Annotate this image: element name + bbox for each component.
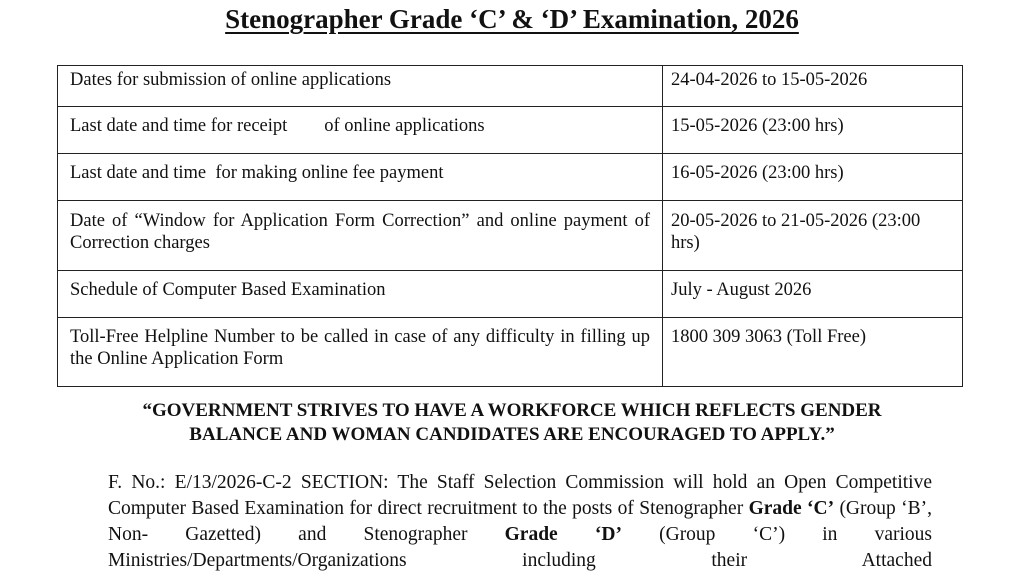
row-label: Schedule of Computer Based Examination	[58, 271, 663, 318]
document-title-text: Stenographer Grade ‘C’ & ‘D’ Examination, 2026	[225, 4, 799, 34]
row-label: Dates for submission of online applications	[58, 66, 663, 107]
row-label: Last date and time for receipt of online applications	[58, 107, 663, 154]
table-row	[58, 318, 963, 387]
table-row	[58, 271, 963, 318]
row-label: Toll-Free Helpline Number to be called in case of any difficulty in filling up the Online Application Form	[58, 318, 663, 387]
paragraph-text-3: (Group ‘C’) in various Ministries/Departments/Organizations including their Attached	[108, 524, 932, 571]
row-value: 15-05-2026 (23:00 hrs)	[663, 107, 963, 154]
gender-balance-slogan	[40, 399, 984, 447]
document-title	[0, 2, 1024, 36]
slogan-line-2: BALANCE AND WOMAN CANDIDATES ARE ENCOURAGED TO APPLY.”	[189, 424, 835, 445]
table-row	[58, 154, 963, 201]
table-row	[58, 66, 963, 107]
paragraph-text-1: F. No.: E/13/2026-C-2 SECTION: The Staff Selection Commission will hold an Open Competitive Computer Based Examination for direct recruitment to the posts of Stenographer	[108, 472, 932, 519]
paragraph-bold-grade-c: Grade ‘C’	[748, 498, 835, 519]
row-value: 1800 309 3063 (Toll Free)	[663, 318, 963, 387]
row-value: July - August 2026	[663, 271, 963, 318]
row-label: Last date and time for making online fee payment	[58, 154, 663, 201]
table-row	[58, 107, 963, 154]
paragraph-text-2: (Group ‘B’, Non- Gazetted) and Stenographer	[108, 498, 932, 545]
paragraph-bold-grade-d: Grade ‘D’	[504, 524, 622, 545]
row-value: 20-05-2026 to 21-05-2026 (23:00 hrs)	[663, 201, 963, 271]
row-value: 16-05-2026 (23:00 hrs)	[663, 154, 963, 201]
schedule-table	[57, 65, 963, 387]
table-row	[58, 201, 963, 271]
row-label: Date of “Window for Application Form Correction” and online payment of Correction charges	[58, 201, 663, 271]
notice-paragraph	[108, 470, 932, 574]
slogan-line-1: “GOVERNMENT STRIVES TO HAVE A WORKFORCE WHICH REFLECTS GENDER	[142, 400, 882, 421]
row-value: 24-04-2026 to 15-05-2026	[663, 66, 963, 107]
